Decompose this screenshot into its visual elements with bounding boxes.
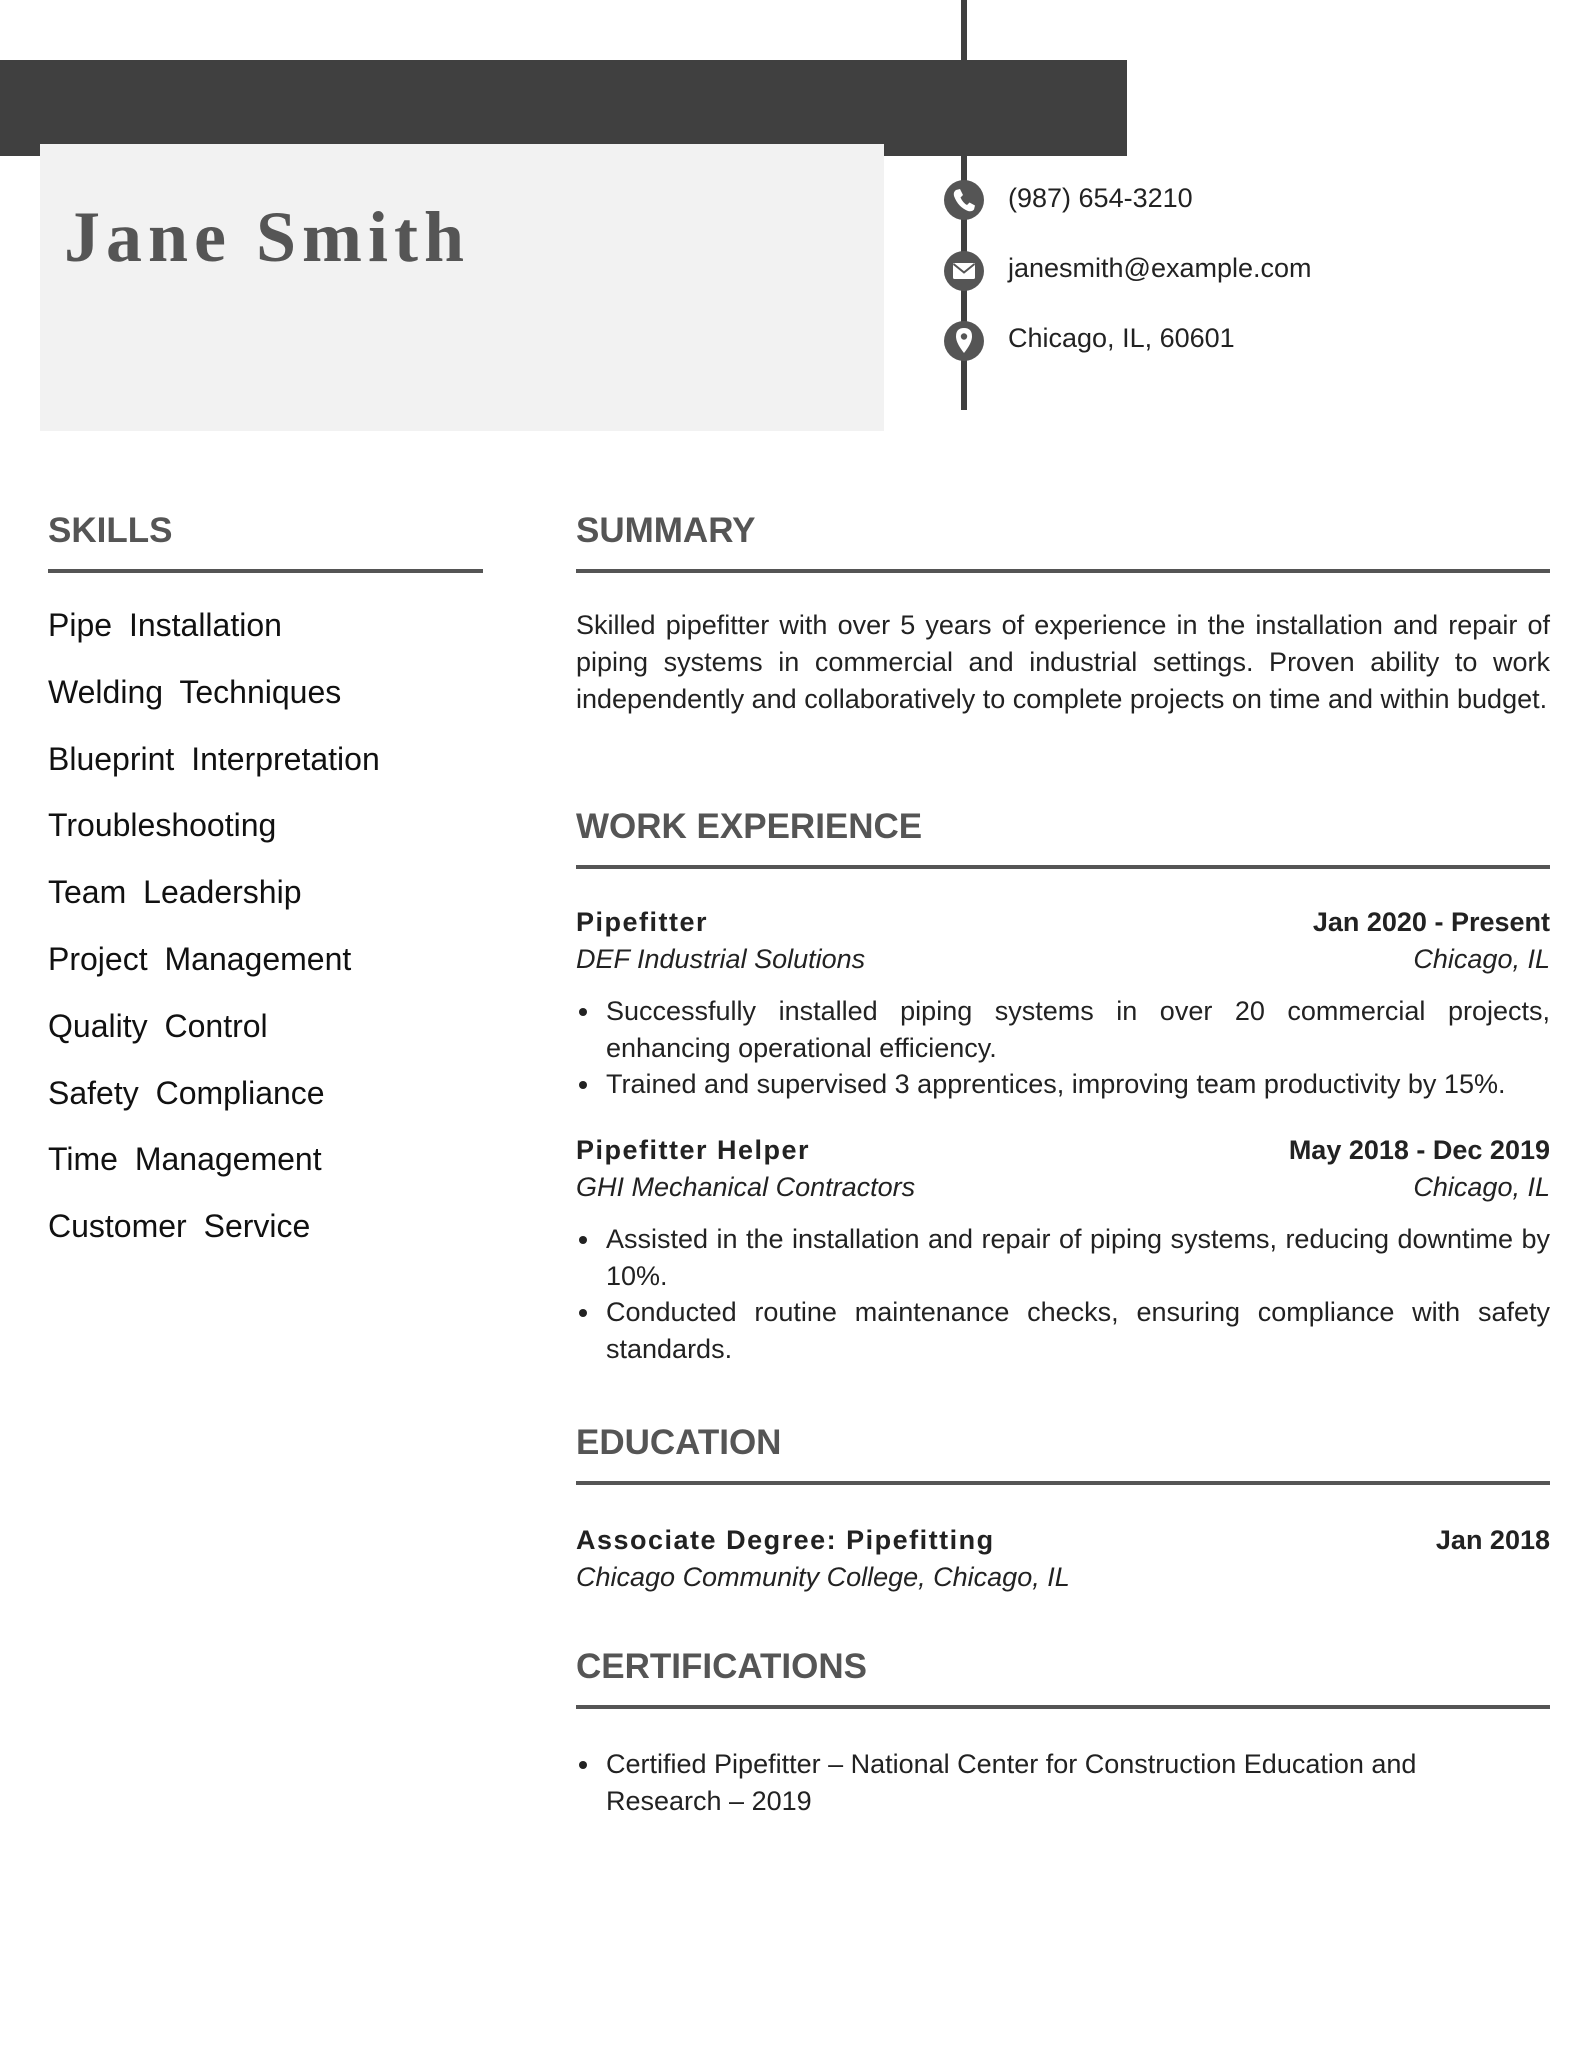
name-panel bbox=[40, 144, 884, 431]
job-location: Chicago, IL bbox=[1413, 1172, 1550, 1202]
job-dates: Jan 2020 - Present bbox=[1312, 907, 1550, 937]
skill-item: Welding Techniques bbox=[48, 673, 342, 710]
certification-item: Certified Pipefitter – National Center for Construction Education and Research – 2019 bbox=[576, 1746, 1476, 1819]
skill-item: Troubleshooting bbox=[48, 807, 277, 844]
contact-phone[interactable]: (987) 654-3210 bbox=[1008, 183, 1193, 213]
header-bar bbox=[0, 60, 1127, 156]
contact-email[interactable]: janesmith@example.com bbox=[1008, 253, 1312, 283]
skill-item: Safety Compliance bbox=[48, 1074, 325, 1111]
job-company: DEF Industrial Solutions bbox=[576, 944, 866, 974]
summary-heading: SUMMARY bbox=[576, 511, 756, 550]
skills-list bbox=[48, 600, 380, 1268]
job-bullet: Trained and supervised 3 apprentices, improving team productivity by 15%. bbox=[576, 1066, 1550, 1103]
job-title: Pipefitter Helper bbox=[576, 1135, 811, 1165]
job-title: Pipefitter bbox=[576, 907, 709, 937]
skill-item: Blueprint Interpretation bbox=[48, 740, 380, 777]
education-heading: EDUCATION bbox=[576, 1423, 782, 1462]
contact-location: Chicago, IL, 60601 bbox=[1008, 323, 1235, 353]
certifications-heading: CERTIFICATIONS bbox=[576, 1647, 868, 1686]
job-dates: May 2018 - Dec 2019 bbox=[1288, 1135, 1550, 1165]
mail-icon bbox=[943, 250, 985, 292]
job-bullet: Assisted in the installation and repair of piping systems, reducing downtime by 10%. bbox=[576, 1221, 1550, 1294]
job-location: Chicago, IL bbox=[1413, 944, 1550, 974]
summary-text: Skilled pipefitter with over 5 years of experience in the installation and repair of piping systems in commercial and industrial settings. Proven ability to work independently and collaboratively to complete projects on time and within budget. bbox=[576, 610, 1550, 714]
experience-divider bbox=[576, 865, 1550, 869]
skills-divider bbox=[48, 569, 483, 573]
job-bullet: Successfully installed piping systems in over 20 commercial projects, enhancing operational efficiency. bbox=[576, 993, 1550, 1066]
experience-heading: WORK EXPERIENCE bbox=[576, 807, 923, 846]
phone-icon bbox=[943, 179, 985, 221]
job-bullets bbox=[576, 1221, 1550, 1367]
job-bullet: Conducted routine maintenance checks, ensuring compliance with safety standards. bbox=[576, 1294, 1550, 1367]
skill-item: Team Leadership bbox=[48, 874, 302, 911]
degree-title: Associate Degree: Pipefitting bbox=[576, 1525, 995, 1555]
skill-item: Quality Control bbox=[48, 1007, 268, 1044]
summary-divider bbox=[576, 569, 1550, 573]
skill-item: Project Management bbox=[48, 940, 352, 977]
school-name: Chicago Community College, Chicago, IL bbox=[576, 1562, 1070, 1592]
degree-date: Jan 2018 bbox=[1435, 1525, 1550, 1555]
skills-heading: SKILLS bbox=[48, 511, 173, 550]
certifications-divider bbox=[576, 1705, 1550, 1709]
job-company: GHI Mechanical Contractors bbox=[576, 1172, 916, 1202]
skill-item: Customer Service bbox=[48, 1208, 311, 1245]
education-divider bbox=[576, 1481, 1550, 1485]
location-pin-icon bbox=[943, 320, 985, 362]
job-bullets bbox=[576, 993, 1550, 1103]
timeline-line-top bbox=[961, 0, 967, 60]
candidate-name: Jane Smith bbox=[64, 197, 471, 277]
skill-item: Time Management bbox=[48, 1141, 322, 1178]
skill-item: Pipe Installation bbox=[48, 607, 282, 643]
certifications-list bbox=[576, 1746, 1476, 1819]
